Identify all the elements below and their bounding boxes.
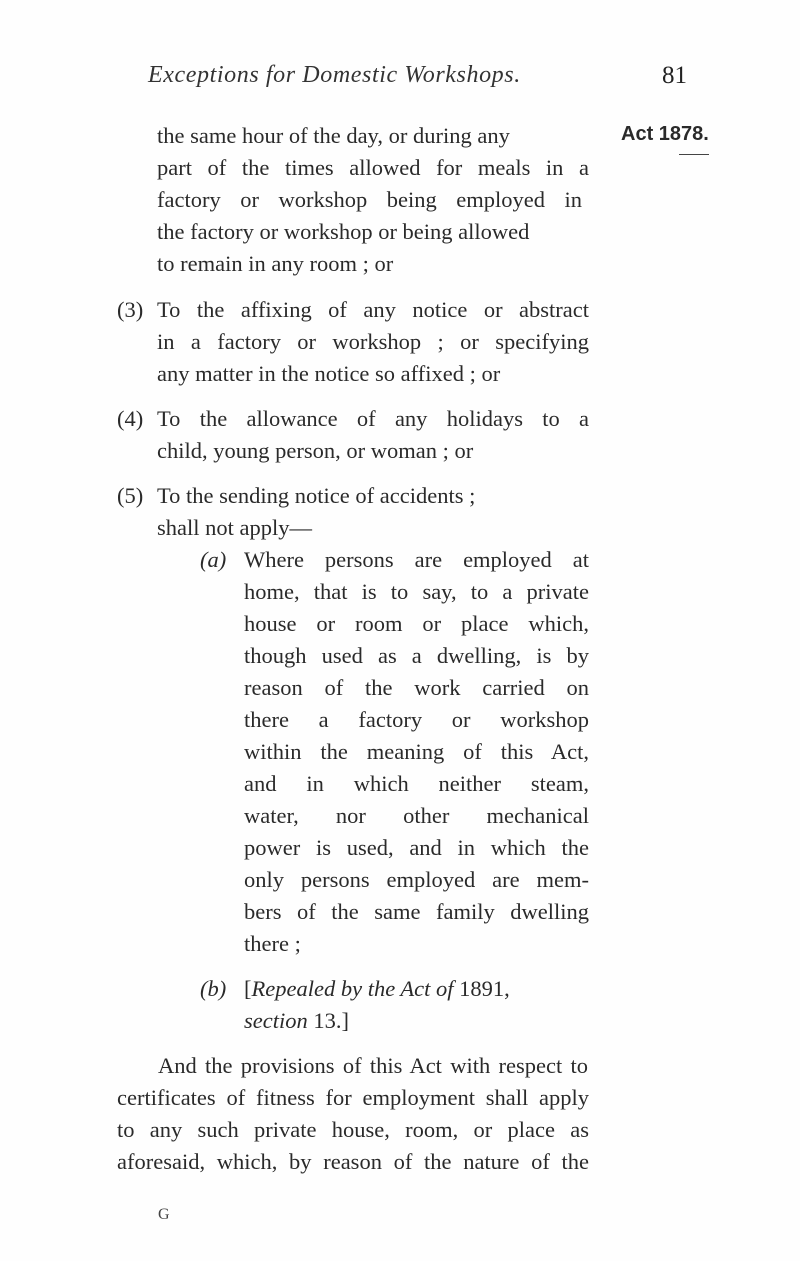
item-number: (b) bbox=[200, 976, 227, 1001]
page-number: 81 bbox=[662, 62, 687, 89]
text-line: within the meaning of this Act, bbox=[244, 739, 589, 764]
text-line: to any such private house, room, or place as bbox=[117, 1117, 589, 1142]
text-line: To the allowance of any holidays to a bbox=[157, 406, 589, 431]
text-line: To the sending notice of accidents ; bbox=[157, 483, 476, 508]
text-line: Where persons are employed at bbox=[244, 547, 589, 572]
margin-note: Act 1878. bbox=[621, 123, 709, 145]
section-number: 13.] bbox=[307, 1008, 349, 1033]
text-line: And the provisions of this Act with respect to bbox=[158, 1053, 588, 1078]
running-head: Exceptions for Domestic Workshops. bbox=[148, 62, 521, 88]
item-number: (a) bbox=[200, 547, 227, 572]
text-line: the factory or workshop or being allowed bbox=[157, 219, 530, 244]
item-number: (4) bbox=[117, 406, 144, 431]
text-line: and in which neither steam, bbox=[244, 771, 589, 796]
text-line: part of the times allowed for meals in a bbox=[157, 155, 589, 180]
repealed-note bbox=[244, 976, 510, 1002]
text-line: in a factory or workshop ; or specifying bbox=[157, 329, 589, 354]
text-line: the same hour of the day, or during any bbox=[157, 123, 510, 148]
text-line: factory or workshop being employed in bbox=[157, 187, 582, 212]
item-number: (5) bbox=[117, 483, 144, 508]
act-year: 1891, bbox=[453, 976, 510, 1001]
bracket: [ bbox=[244, 976, 252, 1001]
item-number: (3) bbox=[117, 297, 144, 322]
text-line: there ; bbox=[244, 931, 301, 956]
text-line: power is used, and in which the bbox=[244, 835, 589, 860]
section-word: section bbox=[244, 1008, 308, 1033]
text-line: there a factory or workshop bbox=[244, 707, 589, 732]
text-line: reason of the work carried on bbox=[244, 675, 589, 700]
text-line: certificates of fitness for employment shall apply bbox=[117, 1085, 589, 1110]
text-line: child, young person, or woman ; or bbox=[157, 438, 474, 463]
text-line: To the affixing of any notice or abstract bbox=[157, 297, 589, 322]
text-line: only persons employed are mem- bbox=[244, 867, 589, 892]
text-line: shall not apply— bbox=[157, 515, 312, 540]
text-line: home, that is to say, to a private bbox=[244, 579, 589, 604]
text-line: bers of the same family dwelling bbox=[244, 899, 589, 924]
text-line: any matter in the notice so affixed ; or bbox=[157, 361, 501, 386]
text-line: to remain in any room ; or bbox=[157, 251, 394, 276]
text-line: though used as a dwelling, is by bbox=[244, 643, 589, 668]
margin-rule bbox=[679, 154, 709, 155]
text-line: aforesaid, which, by reason of the nature of the bbox=[117, 1149, 589, 1174]
signature-mark: G bbox=[158, 1206, 170, 1223]
page-header bbox=[0, 62, 800, 96]
repealed-phrase: Repealed by the Act of bbox=[251, 976, 454, 1001]
text-line: water, nor other mechanical bbox=[244, 803, 589, 828]
text-line: house or room or place which, bbox=[244, 611, 589, 636]
repealed-note-cont bbox=[244, 1008, 349, 1034]
